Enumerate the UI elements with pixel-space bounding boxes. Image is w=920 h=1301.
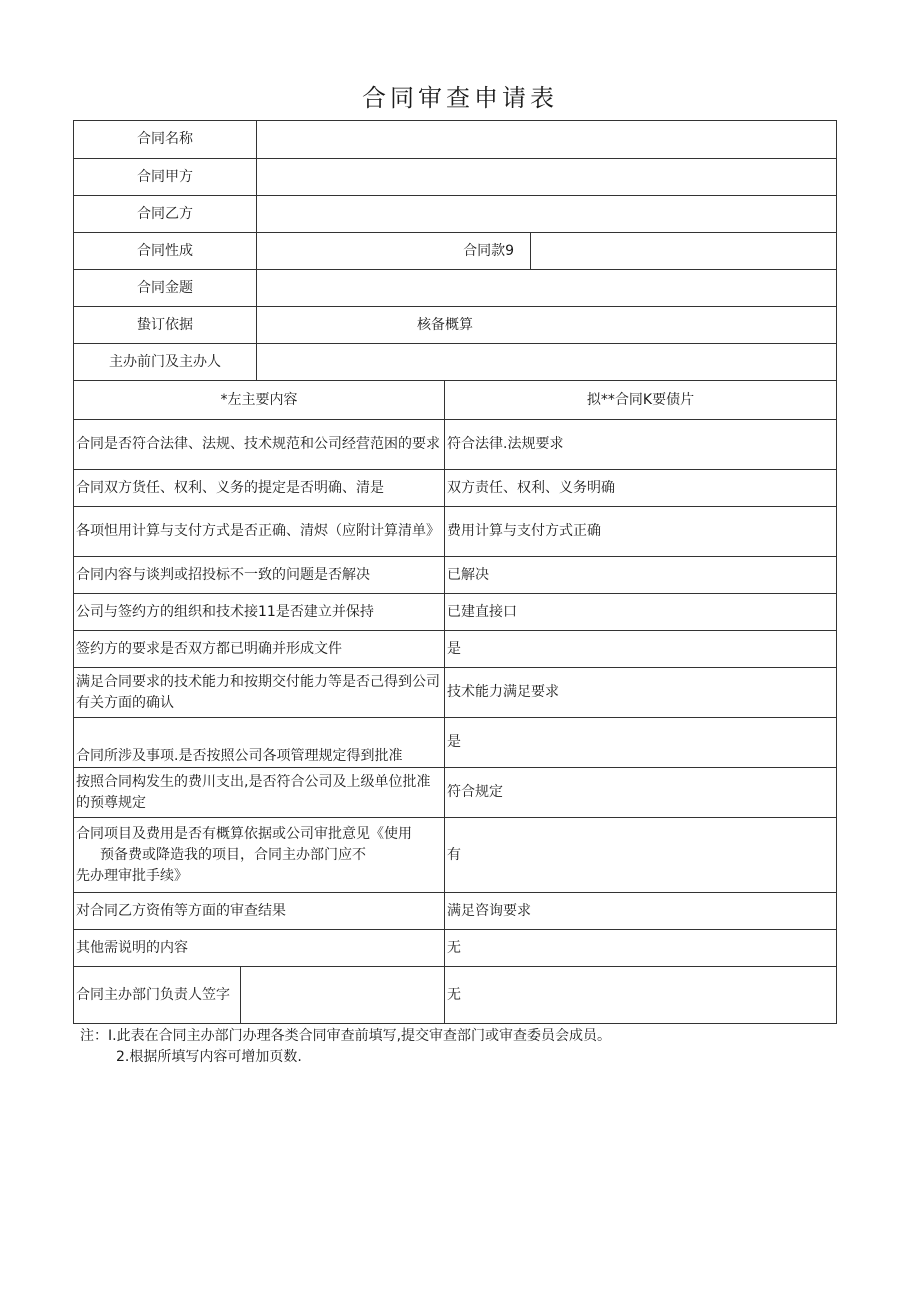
review-question-line: 合同项目及费用是否有概算依据或公司审批意见《使用 [76, 825, 412, 842]
signature-field[interactable] [241, 967, 445, 1024]
footnotes [80, 1026, 611, 1068]
review-item-row [74, 594, 837, 631]
review-question: 公司与签约方的组织和技术接11是否建立并保持 [74, 594, 445, 631]
page-title: 合同审查申请表 [362, 84, 558, 112]
signature-label: 合同主办部门负责人笠字 [74, 967, 241, 1024]
review-item-row [74, 768, 837, 818]
contract-nature-label: 合同性成 [74, 233, 257, 270]
review-question: 合同内容与谈判或招投标不一致的问题是否解决 [74, 557, 445, 594]
review-item-row [74, 930, 837, 967]
review-content-header: *左主要内容 [74, 381, 445, 420]
review-item-row [74, 718, 837, 768]
contract-name-label: 合同名称 [74, 121, 257, 159]
contract-nature-row [74, 233, 837, 270]
party-b-label: 合同乙方 [74, 196, 257, 233]
host-dept-label: 主办前门及主办人 [74, 344, 257, 381]
party-b-field[interactable] [257, 196, 837, 233]
review-question: 各项怛用计算与支付方式是否正确、清烬（应附计算清单》 [74, 507, 445, 557]
review-item-row [74, 470, 837, 507]
signing-basis-row [74, 307, 837, 344]
contract-amount-row [74, 270, 837, 307]
review-question [74, 818, 445, 893]
host-dept-field[interactable] [257, 344, 837, 381]
contract-name-field[interactable] [257, 121, 837, 159]
contract-info-table [73, 120, 837, 381]
review-item-row [74, 420, 837, 470]
review-answer[interactable]: 是 [445, 718, 837, 768]
review-question-line: 预备费或降造我的项目，合同主办部门应不 [100, 846, 366, 863]
review-question: 合同是否符合法律、法规、技术规范和公司经营范困的要求 [74, 420, 445, 470]
contract-amount-label: 合同金题 [74, 270, 257, 307]
review-result-header: 拟**合同K要债片 [445, 381, 837, 420]
review-question: 按照合同构发生的费川支出,是否符合公司及上级单位批准的预尊规定 [74, 768, 445, 818]
review-question: 合同所涉及事项.是否按照公司各项管理规定得到批准 [74, 718, 445, 768]
review-question: 满足合同要求的技术能力和按期交付能力等是否己得到公司有关方面的确认 [74, 668, 445, 718]
review-answer[interactable]: 费用计算与支付方式正确 [445, 507, 837, 557]
party-a-row [74, 159, 837, 196]
review-answer[interactable]: 无 [445, 930, 837, 967]
review-question: 对合同乙方资侑等方面的审查结果 [74, 893, 445, 930]
review-question: 签约方的要求是否双方都已明确并形成文件 [74, 631, 445, 668]
contract-name-row [74, 121, 837, 159]
review-item-row [74, 893, 837, 930]
party-a-field[interactable] [257, 159, 837, 196]
review-item-row [74, 557, 837, 594]
party-a-label: 合同甲方 [74, 159, 257, 196]
review-answer[interactable]: 满足咨询要求 [445, 893, 837, 930]
footnote-1: 注：I.此表在合同主办部门办理各类合同审查前填写,提交审查部门或审查委员会成员。 [80, 1028, 612, 1044]
contract-nature-field[interactable] [531, 233, 837, 270]
review-answer[interactable]: 符合法律.法规要求 [445, 420, 837, 470]
party-b-row [74, 196, 837, 233]
review-answer[interactable]: 符合规定 [445, 768, 837, 818]
review-question: 合同双方货任、权利、义务的提定是否明确、清是 [74, 470, 445, 507]
review-item-row [74, 818, 837, 893]
signature-answer[interactable]: 无 [445, 967, 837, 1024]
review-item-row [74, 631, 837, 668]
review-items-table [73, 380, 837, 1024]
signing-basis-label: 蛰订依据 [74, 307, 257, 344]
review-header-row [74, 381, 837, 420]
contract-amount-field[interactable] [257, 270, 837, 307]
review-item-row [74, 507, 837, 557]
signature-row [74, 967, 837, 1024]
review-answer[interactable]: 有 [445, 818, 837, 893]
review-question-line: 先办理审批手续》 [76, 867, 188, 884]
review-item-row [74, 668, 837, 718]
signing-basis-value[interactable]: 核备概算 [257, 307, 837, 344]
review-answer[interactable]: 是 [445, 631, 837, 668]
review-answer[interactable]: 技术能力满足要求 [445, 668, 837, 718]
host-dept-row [74, 344, 837, 381]
review-question: 其他需说明的内容 [74, 930, 445, 967]
review-answer[interactable]: 已解决 [445, 557, 837, 594]
review-answer[interactable]: 双方责任、权利、义务明确 [445, 470, 837, 507]
footnote-2: 2.根据所填写内容可增加页数. [116, 1049, 302, 1065]
review-answer[interactable]: 已建直接口 [445, 594, 837, 631]
contract-clause-label: 合同款9 [257, 233, 531, 270]
